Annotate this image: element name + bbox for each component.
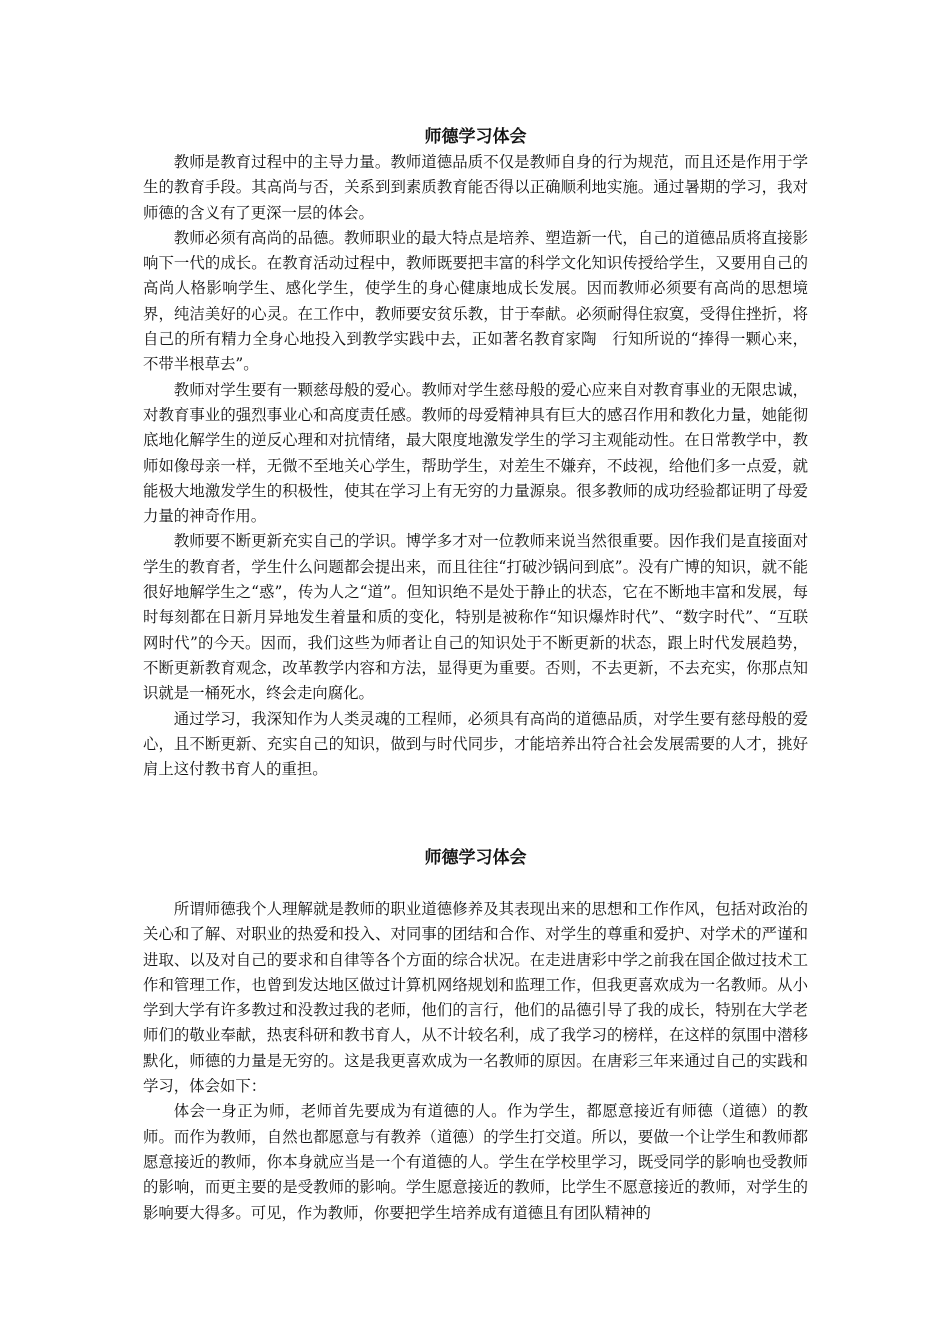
essay-section-2 [143,845,808,1226]
essay-paragraph: 教师对学生要有一颗慈母般的爱心。教师对学生慈母般的爱心应来自对教育事业的无限忠诚，对教育事业的强烈事业心和高度责任感。教师的母爱精神具有巨大的感召作用和教化力量，她能彻底地化解学生的逆反心理和对抗情绪，最大限度地激发学生的学习主观能动性。在日常教学中，教师如像母亲一样，无微不至地关心学生，帮助学生，对差生不嫌弃，不歧视，给他们多一点爱，就能极大地激发学生的积极性，使其在学习上有无穷的力量源泉。很多教师的成功经验都证明了母爱力量的神奇作用。 [143,380,808,526]
essay-paragraph: 教师是教育过程中的主导力量。教师道德品质不仅是教师自身的行为规范，而且还是作用于学生的教育手段。其高尚与否，关系到到素质教育能否得以正确顺利地实施。通过暑期的学习，我对师德的含义有了更深一层的体会。 [143,153,808,222]
essay-paragraph: 通过学习，我深知作为人类灵魂的工程师，必须具有高尚的道德品质，对学生要有慈母般的爱心，且不断更新、充实自己的知识，做到与时代同步，才能培养出符合社会发展需要的人才，挑好肩上这付教书育人的重担。 [143,709,808,779]
essay-paragraph: 体会一身正为师，老师首先要成为有道德的人。作为学生，都愿意接近有师德（道德）的教师。而作为教师，自然也都愿意与有教养（道德）的学生打交道。所以，要做一个让学生和教师都愿意接近的教师，你本身就应当是一个有道德的人。学生在学校里学习，既受同学的影响也受教师的影响，而更主要的是受教师的影响。学生愿意接近的教师，比学生不愿意接近的教师，对学生的影响要大得多。可见，作为教师，你要把学生培养成有道德且有团队精神的 [143,1102,808,1222]
essay-title: 师德学习体会 [424,848,527,868]
essay-paragraph: 所谓师德我个人理解就是教师的职业道德修养及其表现出来的思想和工作作风，包括对政治的关心和了解、对职业的热爱和投入、对同事的团结和合作、对学生的尊重和爱护、对学术的严谨和进取、以及对自己的要求和自律等各个方面的综合状况。在走进唐彩中学之前我在国企做过技术工作和管理工作，也曾到发达地区做过计算机网络规划和监理工作，但我更喜欢成为一名教师。从小学到大学有许多教过和没教过我的老师，他们的言行，他们的品德引导了我的成长，特别在大学老师们的敬业奉献，热衷科研和教书育人，从不计较名利，成了我学习的榜样，在这样的氛围中潜移默化，师德的力量是无穷的。这是我更喜欢成为一名教师的原因。在唐彩三年来通过自己的实践和学习，体会如下： [143,900,808,1096]
essay-paragraph: 教师要不断更新充实自己的学识。博学多才对一位教师来说当然很重要。因作我们是直接面对学生的教育者，学生什么问题都会提出来，而且往往“打破沙锅问到底”。没有广博的知识，就不能很好地解学生之“惑”，传为人之“道”。但知识绝不是处于静止的状态，它在不断地丰富和发展，每时每刻都在日新月异地发生着量和质的变化，特别是被称作“知识爆炸时代”、“数字时代”、“互联网时代”的今天。因而，我们这些为师者让自己的知识处于不断更新的状态，跟上时代发展趋势，不断更新教育观念，改革教学内容和方法，显得更为重要。否则，不去更新，不去充实，你那点知识就是一桶死水，终会走向腐化。 [143,532,808,703]
essay-section-1 [143,124,808,782]
essay-title: 师德学习体会 [424,127,527,147]
essay-paragraph: 教师必须有高尚的品德。教师职业的最大特点是培养、塑造新一代，自己的道德品质将直接影响下一代的成长。在教育活动过程中，教师既要把丰富的科学文化知识传授给学生，又要用自己的高尚人格影响学生、感化学生，使学生的身心健康地成长发展。因而教师必须要有高尚的思想境界，纯洁美好的心灵。在工作中，教师要安贫乐教，甘于奉献。必须耐得住寂寞，受得住挫折，将自己的所有精力全身心地投入到教学实践中去，正如著名教育家陶 行知所说的“捧得一颗心来，不带半根草去”。 [143,228,808,374]
